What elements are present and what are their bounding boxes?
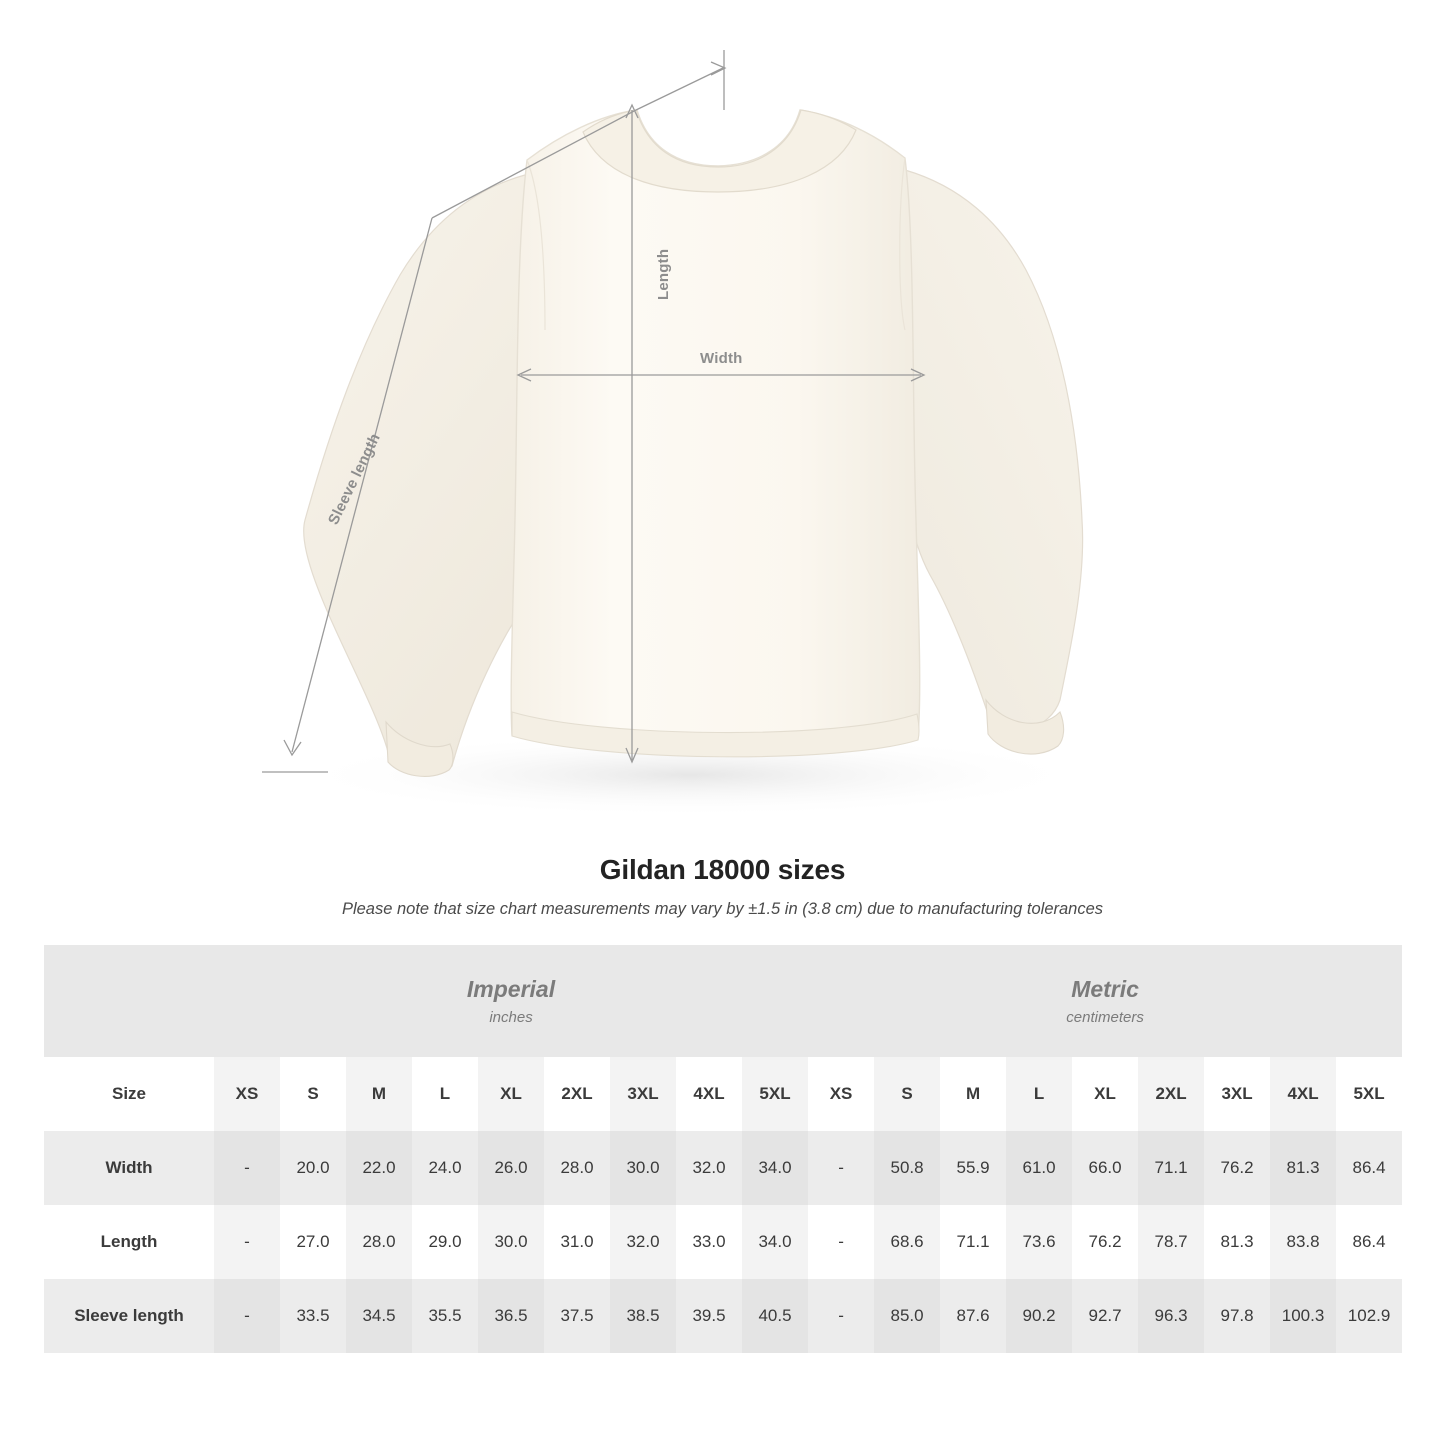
cell-length-5: 31.0	[544, 1205, 610, 1279]
cell-length-10: 68.6	[874, 1205, 940, 1279]
size-table-wrap	[0, 945, 1445, 1353]
unit-header-row	[44, 945, 1402, 1057]
cell-sleeve-3: 35.5	[412, 1279, 478, 1353]
cell-width-15: 76.2	[1204, 1131, 1270, 1205]
cell-width-3: 24.0	[412, 1131, 478, 1205]
cell-length-14: 78.7	[1138, 1205, 1204, 1279]
length-label: Length	[655, 248, 672, 300]
header-col-6: 3XL	[610, 1057, 676, 1131]
unit-group-imperial-sub: inches	[489, 1009, 533, 1027]
cell-sleeve-9: -	[808, 1279, 874, 1353]
cell-width-4: 26.0	[478, 1131, 544, 1205]
cell-sleeve-0: -	[214, 1279, 280, 1353]
header-col-11: M	[940, 1057, 1006, 1131]
cell-width-8: 34.0	[742, 1131, 808, 1205]
header-size: Size	[44, 1057, 214, 1131]
cell-length-11: 71.1	[940, 1205, 1006, 1279]
cell-sleeve-15: 97.8	[1204, 1279, 1270, 1353]
cell-sleeve-1: 33.5	[280, 1279, 346, 1353]
cell-width-0: -	[214, 1131, 280, 1205]
cell-width-12: 61.0	[1006, 1131, 1072, 1205]
cell-width-6: 30.0	[610, 1131, 676, 1205]
cell-sleeve-6: 38.5	[610, 1279, 676, 1353]
cell-length-9: -	[808, 1205, 874, 1279]
cell-length-7: 33.0	[676, 1205, 742, 1279]
cell-length-15: 81.3	[1204, 1205, 1270, 1279]
header-col-0: XS	[214, 1057, 280, 1131]
unit-group-imperial	[214, 945, 808, 1057]
header-col-3: L	[412, 1057, 478, 1131]
cell-sleeve-4: 36.5	[478, 1279, 544, 1353]
body	[511, 110, 920, 755]
cell-length-8: 34.0	[742, 1205, 808, 1279]
cell-sleeve-8: 40.5	[742, 1279, 808, 1353]
cell-length-2: 28.0	[346, 1205, 412, 1279]
cell-length-1: 27.0	[280, 1205, 346, 1279]
header-col-13: XL	[1072, 1057, 1138, 1131]
cell-sleeve-17: 102.9	[1336, 1279, 1402, 1353]
cell-length-6: 32.0	[610, 1205, 676, 1279]
cell-sleeve-7: 39.5	[676, 1279, 742, 1353]
cell-length-0: -	[214, 1205, 280, 1279]
cell-length-12: 73.6	[1006, 1205, 1072, 1279]
cell-width-5: 28.0	[544, 1131, 610, 1205]
cell-sleeve-2: 34.5	[346, 1279, 412, 1353]
cell-sleeve-14: 96.3	[1138, 1279, 1204, 1353]
header-col-16: 4XL	[1270, 1057, 1336, 1131]
header-col-17: 5XL	[1336, 1057, 1402, 1131]
unit-group-imperial-name: Imperial	[466, 975, 556, 1002]
cell-width-2: 22.0	[346, 1131, 412, 1205]
cell-length-13: 76.2	[1072, 1205, 1138, 1279]
table-row	[44, 1279, 1402, 1353]
table-row	[44, 1131, 1402, 1205]
page-title: Gildan 18000 sizes	[599, 854, 846, 885]
cell-width-10: 50.8	[874, 1131, 940, 1205]
header-col-12: L	[1006, 1057, 1072, 1131]
cell-sleeve-5: 37.5	[544, 1279, 610, 1353]
header-col-8: 5XL	[742, 1057, 808, 1131]
cell-width-9: -	[808, 1131, 874, 1205]
row-label-sleeve-length: Sleeve length	[44, 1279, 214, 1353]
sleeve-length-label: Sleeve length	[325, 430, 384, 528]
cell-width-13: 66.0	[1072, 1131, 1138, 1205]
header-col-7: 4XL	[676, 1057, 742, 1131]
cell-length-16: 83.8	[1270, 1205, 1336, 1279]
cell-sleeve-12: 90.2	[1006, 1279, 1072, 1353]
unit-spacer	[44, 945, 214, 1057]
cell-sleeve-16: 100.3	[1270, 1279, 1336, 1353]
width-label: Width	[700, 350, 743, 367]
unit-group-metric	[808, 945, 1402, 1057]
header-col-2: M	[346, 1057, 412, 1131]
cell-sleeve-13: 92.7	[1072, 1279, 1138, 1353]
header-col-1: S	[280, 1057, 346, 1131]
cell-length-4: 30.0	[478, 1205, 544, 1279]
header-col-9: XS	[808, 1057, 874, 1131]
column-header-row	[44, 1057, 1402, 1131]
header-col-14: 2XL	[1138, 1057, 1204, 1131]
row-label-width: Width	[44, 1131, 214, 1205]
table-row	[44, 1205, 1402, 1279]
cell-width-16: 81.3	[1270, 1131, 1336, 1205]
tolerance-note: Please note that size chart measurements may vary by ±1.5 in (3.8 cm) due to manufacturing tolerances	[341, 900, 1104, 918]
cell-width-14: 71.1	[1138, 1131, 1204, 1205]
cell-width-11: 55.9	[940, 1131, 1006, 1205]
cell-length-3: 29.0	[412, 1205, 478, 1279]
unit-group-metric-name: Metric	[1071, 975, 1139, 1002]
header-col-5: 2XL	[544, 1057, 610, 1131]
row-label-length: Length	[44, 1205, 214, 1279]
size-table	[44, 945, 1402, 1353]
cell-width-1: 20.0	[280, 1131, 346, 1205]
unit-group-metric-sub: centimeters	[1066, 1009, 1144, 1027]
cell-width-7: 32.0	[676, 1131, 742, 1205]
cell-sleeve-11: 87.6	[940, 1279, 1006, 1353]
title-block	[0, 854, 1445, 919]
cell-length-17: 86.4	[1336, 1205, 1402, 1279]
header-col-4: XL	[478, 1057, 544, 1131]
header-col-10: S	[874, 1057, 940, 1131]
cell-sleeve-10: 85.0	[874, 1279, 940, 1353]
header-col-15: 3XL	[1204, 1057, 1270, 1131]
cell-width-17: 86.4	[1336, 1131, 1402, 1205]
right-sleeve	[900, 170, 1082, 730]
